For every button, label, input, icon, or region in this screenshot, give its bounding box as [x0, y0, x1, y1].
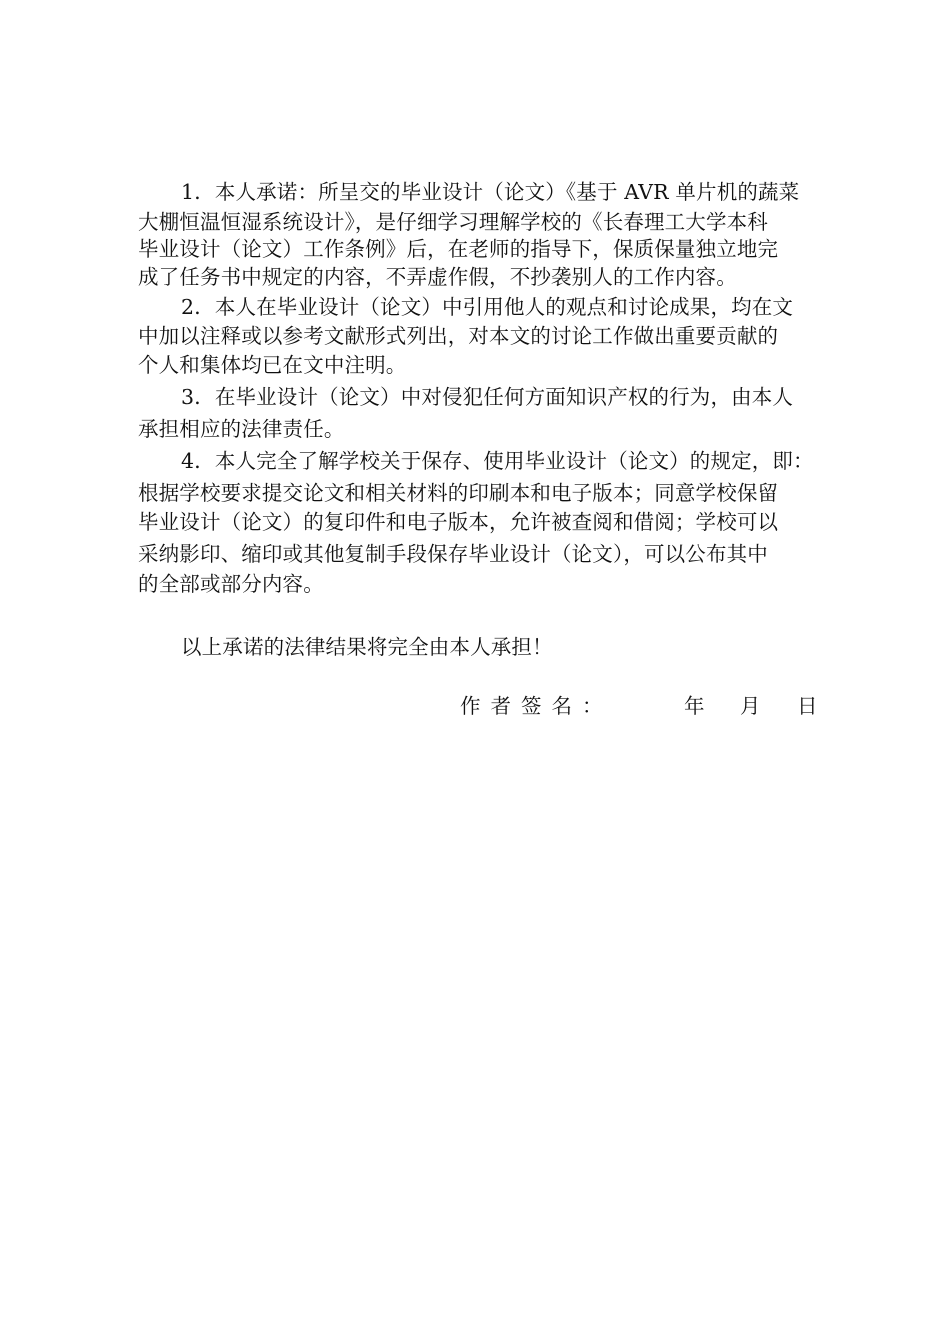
commitment-1-line-2: 大棚恒温恒湿系统设计》，是仔细学习理解学校的《长春理工大学本科: [138, 210, 768, 234]
commitment-4-line-2: 根据学校要求提交论文和相关材料的印刷本和电子版本；同意学校保留: [138, 481, 779, 505]
commitment-4-line-4: 采纳影印、缩印或其他复制手段保存毕业设计（论文），可以公布其中: [138, 542, 768, 566]
signature-day-label: 日: [797, 694, 818, 718]
commitment-2-line-2: 中加以注释或以参考文献形式列出，对本文的讨论工作做出重要贡献的: [138, 324, 779, 348]
commitment-3-line-1: 3．在毕业设计（论文）中对侵犯任何方面知识产权的行为，由本人: [181, 385, 794, 409]
commitment-4-line-3: 毕业设计（论文）的复印件和电子版本，允许被查阅和借阅；学校可以: [138, 510, 779, 534]
closing-statement: 以上承诺的法律结果将完全由本人承担！: [181, 635, 553, 659]
signature-year-label: 年: [684, 694, 705, 718]
commitment-3-line-2: 承担相应的法律责任。: [138, 417, 345, 441]
commitment-4-line-1: 4．本人完全了解学校关于保存、使用毕业设计（论文）的规定，即：: [181, 449, 814, 473]
signature-month-label: 月: [740, 694, 761, 718]
commitment-2-line-1: 2．本人在毕业设计（论文）中引用他人的观点和讨论成果，均在文: [181, 295, 794, 319]
commitment-4-line-5: 的全部或部分内容。: [138, 572, 324, 596]
commitment-1-line-3: 毕业设计（论文）工作条例》后，在老师的指导下，保质保量独立地完: [138, 237, 779, 261]
commitment-1-line-4: 成了任务书中规定的内容，不弄虚作假，不抄袭别人的工作内容。: [138, 265, 737, 289]
commitment-2-line-3: 个人和集体均已在文中注明。: [138, 353, 407, 377]
commitment-1-line-1: 1．本人承诺：所呈交的毕业设计（论文）《基于 AVR 单片机的蔬菜: [181, 180, 800, 204]
author-signature-label: 作者签名：: [460, 694, 613, 718]
